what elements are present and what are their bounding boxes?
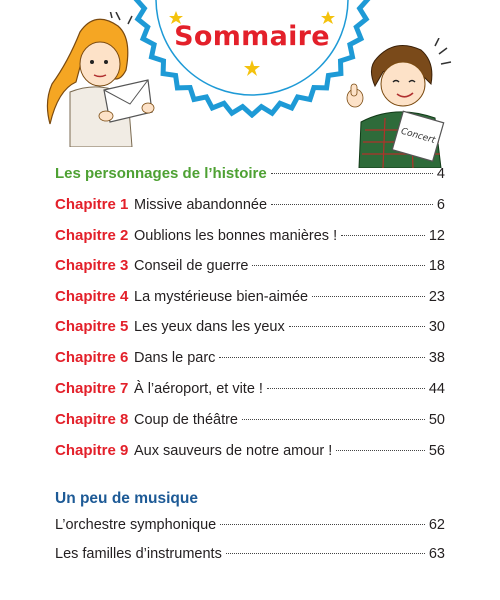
chapter-label: Chapitre 8 bbox=[55, 411, 129, 428]
chapter-label: Chapitre 6 bbox=[55, 349, 129, 366]
toc-page-number: 18 bbox=[428, 258, 445, 274]
music-item-title: Les familles d’instruments bbox=[55, 546, 222, 562]
chapter-title: Les yeux dans les yeux bbox=[134, 319, 285, 335]
dot-leader bbox=[219, 357, 424, 358]
chapter-label: Chapitre 5 bbox=[55, 318, 129, 335]
music-item-title: L’orchestre symphonique bbox=[55, 517, 217, 533]
toc-page-number: 38 bbox=[428, 350, 445, 366]
toc-row-personnages[interactable] bbox=[55, 164, 445, 184]
toc-page-number: 4 bbox=[436, 166, 445, 182]
chapter-title: À l’aéroport, et vite ! bbox=[134, 381, 263, 397]
toc-row-instruments[interactable] bbox=[55, 544, 445, 564]
toc-row-chapter-4[interactable] bbox=[55, 287, 445, 307]
boy-with-concert-sign-illustration bbox=[335, 38, 453, 168]
toc-page-number: 6 bbox=[436, 197, 445, 213]
dot-leader bbox=[271, 204, 433, 205]
toc-page-number: 12 bbox=[428, 228, 445, 244]
chapter-label: Chapitre 3 bbox=[55, 257, 129, 274]
toc-row-chapter-8[interactable] bbox=[55, 410, 445, 430]
toc-row-chapter-2[interactable] bbox=[55, 226, 445, 246]
toc-page-number: 62 bbox=[428, 517, 445, 533]
chapter-label: Chapitre 7 bbox=[55, 380, 129, 397]
toc-row-chapter-1[interactable] bbox=[55, 195, 445, 215]
chapter-title: Conseil de guerre bbox=[134, 258, 249, 274]
chapter-title: Aux sauveurs de notre amour ! bbox=[134, 443, 333, 459]
toc-page-number: 30 bbox=[428, 319, 445, 335]
dot-leader bbox=[271, 173, 433, 174]
chapter-title: Dans le parc bbox=[134, 350, 216, 366]
chapter-label: Chapitre 9 bbox=[55, 442, 129, 459]
dot-leader bbox=[267, 388, 425, 389]
toc-page-number: 63 bbox=[428, 546, 445, 562]
chapter-title: La mystérieuse bien-aimée bbox=[134, 289, 309, 305]
toc-row-chapter-7[interactable] bbox=[55, 379, 445, 399]
toc-page-number: 56 bbox=[428, 443, 445, 459]
dot-leader bbox=[220, 524, 425, 525]
chapter-title: Coup de théâtre bbox=[134, 412, 238, 428]
chapter-title: Missive abandonnée bbox=[134, 197, 268, 213]
toc-page-number: 44 bbox=[428, 381, 445, 397]
chapter-title: Oublions les bonnes manières ! bbox=[134, 228, 338, 244]
dot-leader bbox=[242, 419, 425, 420]
girl-reading-letter-illustration bbox=[40, 12, 160, 147]
toc-page-number: 50 bbox=[428, 412, 445, 428]
dot-leader bbox=[312, 296, 425, 297]
toc-row-chapter-3[interactable] bbox=[55, 256, 445, 276]
page-title: Sommaire bbox=[174, 21, 330, 52]
toc-row-orchestre[interactable] bbox=[55, 515, 445, 535]
chapter-label: Chapitre 2 bbox=[55, 227, 129, 244]
toc-row-chapter-6[interactable] bbox=[55, 348, 445, 368]
toc-intro-title: Les personnages de l’histoire bbox=[55, 165, 267, 182]
toc-page-number: 23 bbox=[428, 289, 445, 305]
dot-leader bbox=[252, 265, 424, 266]
chapter-label: Chapitre 1 bbox=[55, 196, 129, 213]
concert-sign-text: Concert bbox=[399, 126, 437, 146]
dot-leader bbox=[336, 450, 425, 451]
toc-row-chapter-9[interactable] bbox=[55, 441, 445, 461]
toc-row-chapter-5[interactable] bbox=[55, 317, 445, 337]
chapter-label: Chapitre 4 bbox=[55, 288, 129, 305]
dot-leader bbox=[341, 235, 425, 236]
dot-leader bbox=[226, 553, 425, 554]
section-heading-music: Un peu de musique bbox=[55, 490, 198, 507]
dot-leader bbox=[289, 326, 425, 327]
